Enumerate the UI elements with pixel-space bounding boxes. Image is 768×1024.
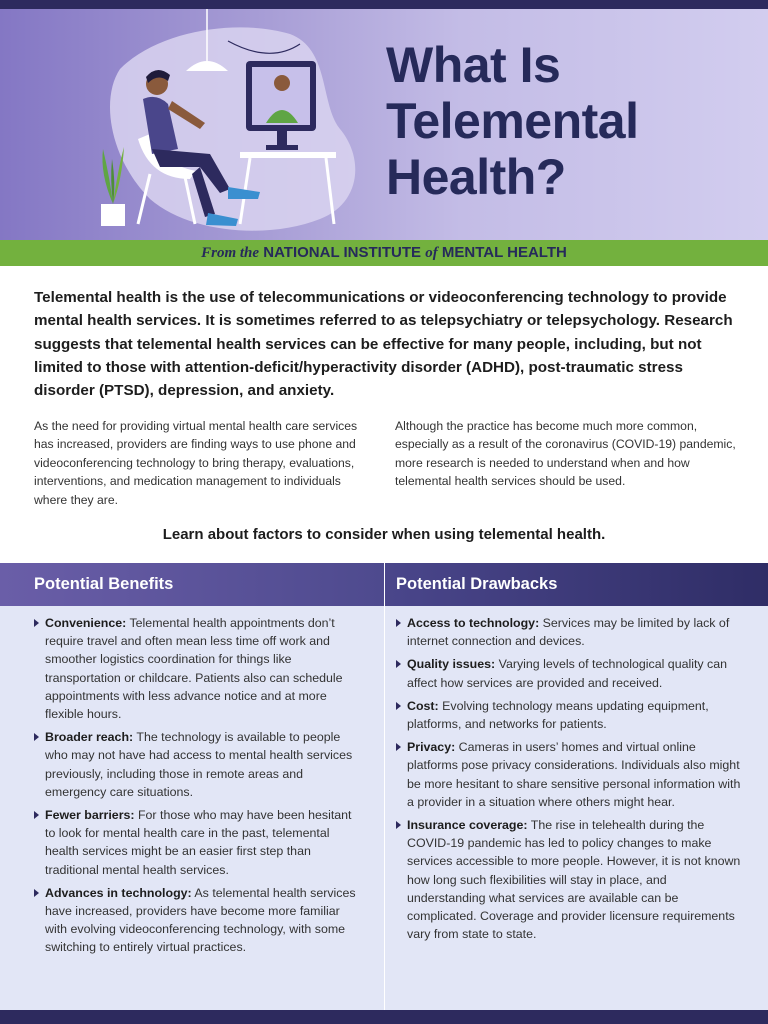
title-line: Telemental: [386, 93, 639, 149]
bullet-arrow-icon: [34, 811, 39, 819]
item-term: Access to technology:: [407, 616, 540, 630]
bullet-arrow-icon: [396, 702, 401, 710]
item-text: For those who may have been hesitant to look for mental health care in the past, telemental health services might be an easier first step than traditional mental health services.: [45, 808, 352, 877]
item-text: Telemental health appointments don’t require travel and often mean less time off work and smoother logistics coordination for things like transportation or childcare. Patients also can schedule appointments with less advance notice and at more flexible hours.: [45, 616, 343, 722]
list-item: [34, 806, 364, 879]
body-paragraph-right: Although the practice has become much more common, especially as a result of the coronavirus (COVID-19) pandemic, more research is needed to understand when and how telemental health services should be used.: [395, 419, 736, 489]
top-strip: [0, 0, 768, 9]
bullet-arrow-icon: [396, 821, 401, 829]
item-text: Varying levels of technological quality can affect how services are provided and received.: [407, 657, 728, 690]
benefits-list: [0, 606, 384, 957]
bullet-arrow-icon: [34, 619, 39, 627]
item-term: Advances in technology:: [45, 885, 192, 900]
item-term: Privacy:: [407, 740, 456, 755]
list-item: [34, 614, 364, 723]
bullet-arrow-icon: [34, 889, 39, 897]
item-text: As telemental health services have increased, providers have become more familiar with evolving videoconferencing technology, with some switching to entirely virtual practices.: [45, 885, 356, 955]
source-of: of: [425, 245, 438, 261]
item-term: Fewer barriers:: [45, 808, 135, 823]
item-text: Services may be limited by lack of internet connection and devices.: [407, 616, 730, 649]
list-item: [34, 728, 364, 801]
item-term: Cost:: [407, 698, 439, 713]
hero-banner: [0, 9, 768, 240]
page-title: [386, 37, 756, 205]
item-text: The rise in telehealth during the COVID-19 pandemic has led to policy changes to make services accessible to more people. However, it is not known how long such flexibilities will stay in place, and understanding what services are available can be complicated. Coverage and provider licensure requirements vary from state to state.: [407, 818, 741, 942]
benefits-heading: Potential Benefits: [0, 563, 384, 606]
bullet-arrow-icon: [396, 743, 401, 751]
bottom-strip: [0, 1010, 768, 1024]
benefits-panel: [0, 563, 384, 1010]
source-prefix: From the: [201, 245, 260, 261]
intro-paragraph: Telemental health is the use of telecommunications or videoconferencing technology to provide mental health services. It is sometimes referred to as telepsychiatry or telepsychology. Research suggests that telemental health services can be effective for many people, including, but not limited to those with attention-deficit/hyperactivity disorder (ADHD), post-traumatic stress disorder (PTSD), depression, and anxiety.: [34, 289, 733, 400]
source-banner: [0, 240, 768, 266]
item-term: Quality issues:: [407, 657, 496, 672]
list-item: [396, 614, 748, 650]
title-line: Health?: [386, 149, 566, 205]
list-item: [396, 816, 748, 943]
learn-heading: Learn about factors to consider when using telemental health.: [162, 526, 606, 543]
drawbacks-list: [385, 606, 768, 943]
source-org-2: MENTAL HEALTH: [441, 244, 567, 261]
bullet-arrow-icon: [396, 619, 401, 627]
list-item: [396, 738, 748, 811]
list-item: [396, 655, 748, 691]
drawbacks-panel: [385, 563, 768, 1010]
list-item: [34, 884, 364, 957]
body-paragraph-left: As the need for providing virtual mental health care services has increased, providers are finding ways to use phone and videoconferencing technology to bring therapy, evaluations, interventions, and medication management to individuals where they are.: [34, 419, 358, 507]
item-term: Convenience:: [45, 616, 127, 630]
bullet-arrow-icon: [34, 733, 39, 741]
list-item: [396, 697, 748, 733]
source-org-1: NATIONAL INSTITUTE: [263, 244, 422, 261]
item-term: Insurance coverage:: [407, 818, 528, 833]
telehealth-illustration: [0, 9, 380, 240]
item-text: Cameras in users’ homes and virtual online platforms pose privacy considerations. Individuals also might be more hesitant to share sensitive personal information with a provider in a situation where others might hear.: [407, 740, 741, 809]
item-term: Broader reach:: [45, 730, 134, 745]
bullet-arrow-icon: [396, 660, 401, 668]
title-line: What Is: [386, 37, 561, 93]
item-text: The technology is available to people who may not have had access to mental health services previously, including those in remote areas and emergency care situations.: [45, 730, 353, 799]
item-text: Evolving technology means updating equipment, platforms, and networks for patients.: [407, 698, 709, 732]
drawbacks-heading: Potential Drawbacks: [385, 563, 768, 606]
